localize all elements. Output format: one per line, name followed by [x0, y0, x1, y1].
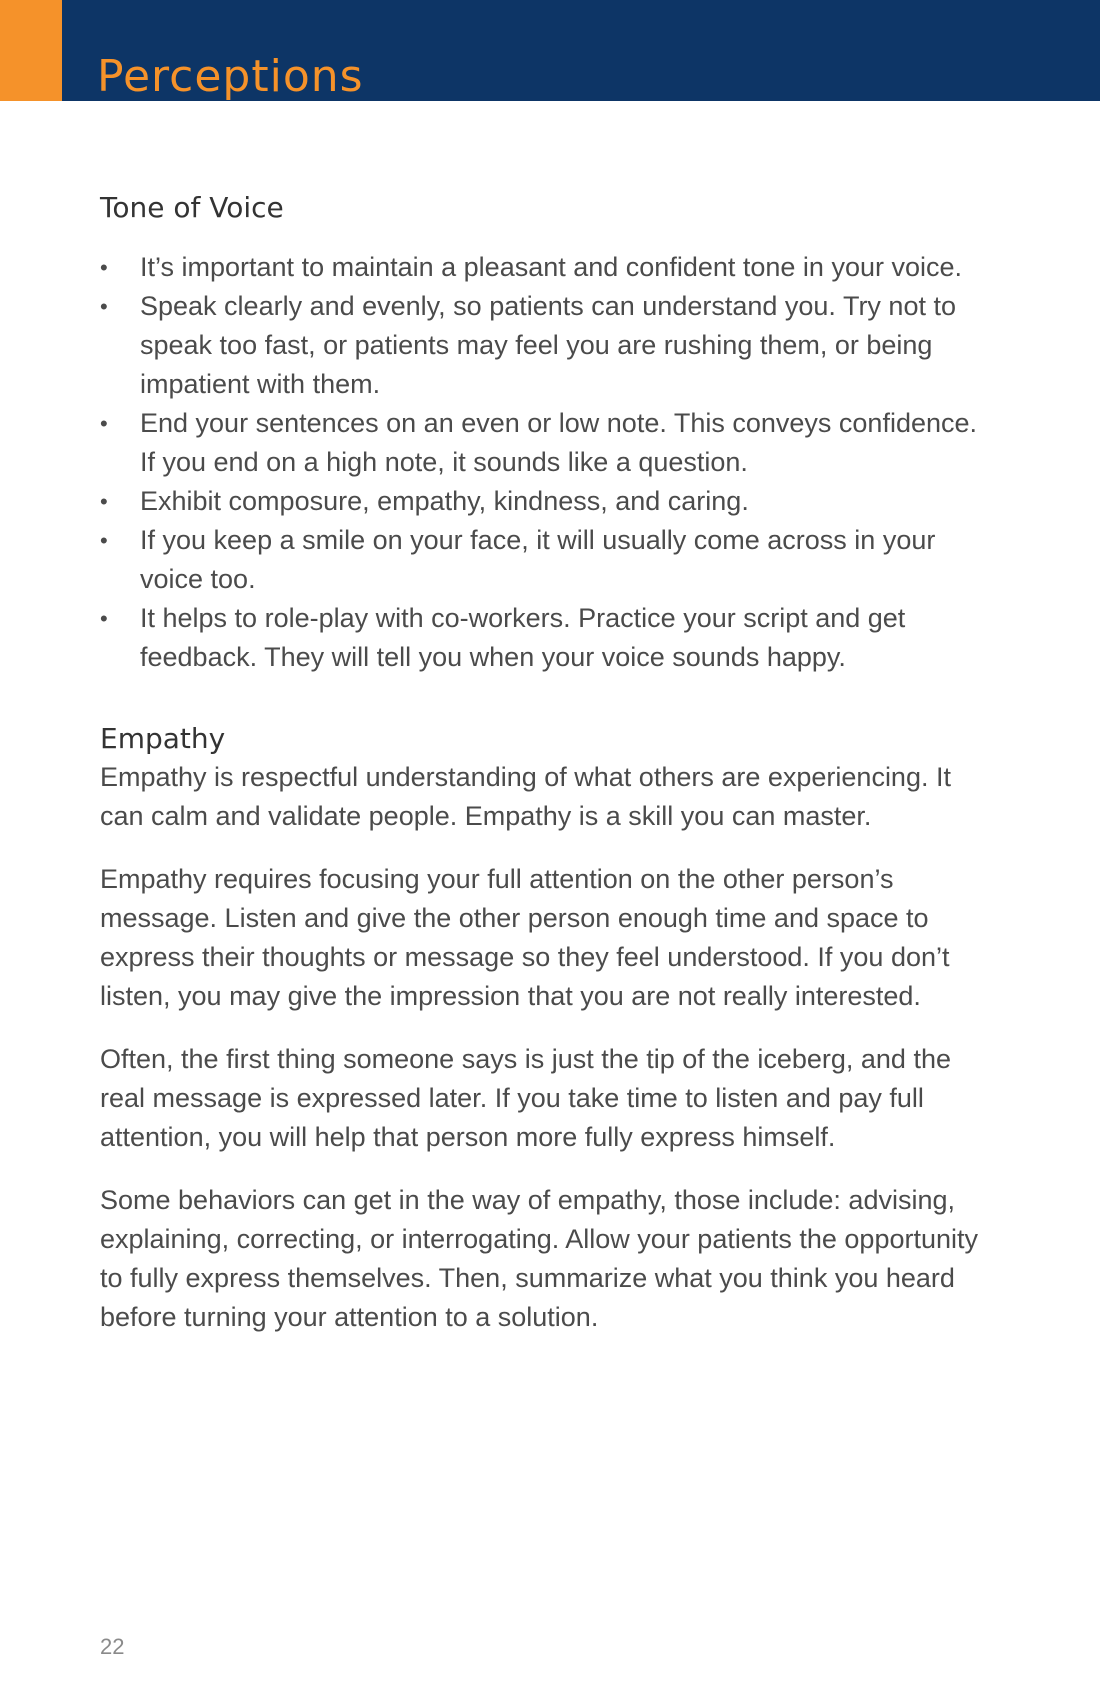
empathy-paragraph: Empathy requires focusing your full attention on the other person’s message. Listen and give the other person enough time and space to express their thoughts or message so they feel understood. If you don’t listen, you may give the impression that you are not really interested.	[100, 863, 950, 1011]
page-content	[100, 190, 980, 1361]
bullet-text: Exhibit composure, empathy, kindness, and caring.	[140, 486, 749, 517]
bullet-icon: •	[100, 294, 108, 320]
empathy-paragraph: Often, the first thing someone says is just the tip of the iceberg, and the real message is expressed later. If you take time to listen and pay full attention, you will help that person more fully express himself.	[100, 1043, 951, 1152]
bullet-item	[100, 404, 980, 482]
header-accent-bar	[0, 0, 62, 101]
page-title: Perceptions	[97, 51, 364, 103]
bullet-icon: •	[100, 411, 108, 437]
empathy-paragraph: Some behaviors can get in the way of empathy, those include: advising, explaining, correcting, or interrogating. Allow your patients the opportunity to fully express themselves. Then, summarize what you think you heard before turning your attention to a solution.	[100, 1184, 979, 1332]
bullet-text: It’s important to maintain a pleasant and confident tone in your voice.	[140, 252, 962, 283]
bullet-item	[100, 599, 980, 677]
bullet-text: End your sentences on an even or low note. This conveys confidence. If you end on a high note, it sounds like a question.	[140, 408, 978, 478]
bullet-text: It helps to role-play with co-workers. Practice your script and get feedback. They will tell you when your voice sounds happy.	[140, 603, 906, 673]
bullet-item	[100, 482, 980, 521]
page-number: 22	[100, 1634, 125, 1659]
tone-bullet-list	[100, 248, 980, 677]
bullet-text: If you keep a smile on your face, it will usually come across in your voice too.	[140, 525, 936, 595]
bullet-icon: •	[100, 528, 108, 554]
bullet-icon: •	[100, 489, 108, 515]
tone-of-voice-heading: Tone of Voice	[100, 191, 284, 224]
bullet-item	[100, 521, 980, 599]
bullet-icon: •	[100, 606, 108, 632]
empathy-paragraph: Empathy is respectful understanding of what others are experiencing. It can calm and validate people. Empathy is a skill you can master.	[100, 761, 951, 831]
bullet-item	[100, 248, 980, 287]
bullet-text: Speak clearly and evenly, so patients can understand you. Try not to speak too fast, or patients may feel you are rushing them, or being impatient with them.	[140, 291, 956, 400]
bullet-item	[100, 287, 980, 404]
bullet-icon: •	[100, 255, 108, 281]
empathy-heading: Empathy	[100, 722, 226, 756]
